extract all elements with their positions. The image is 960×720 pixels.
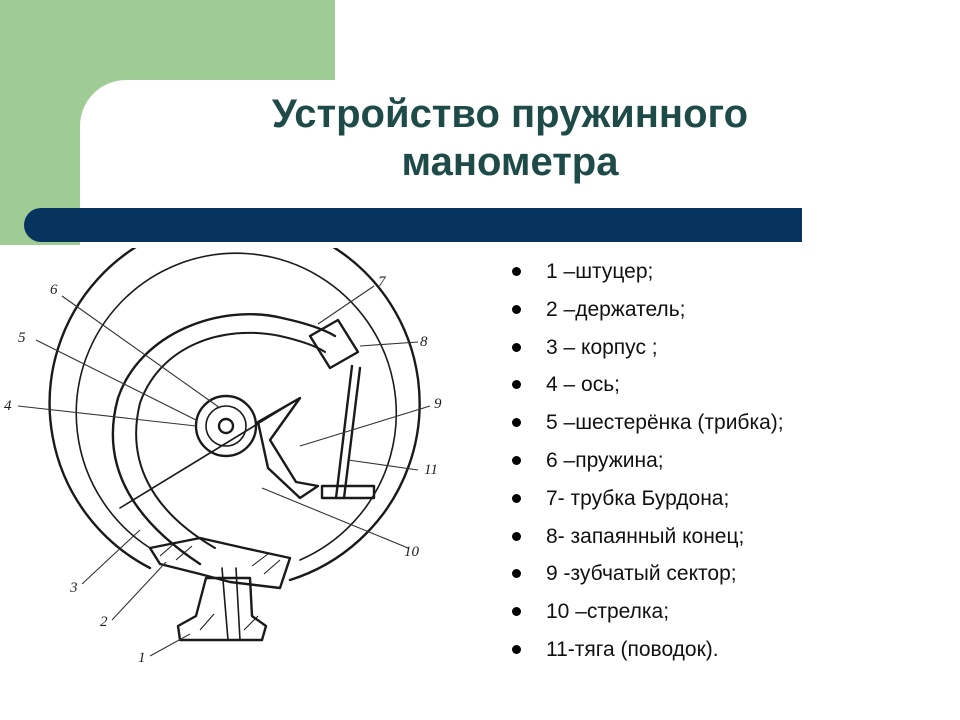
bullet-dot-icon (512, 645, 521, 654)
pressure-gauge-diagram (0, 248, 470, 718)
legend-item-text: 10 –стрелка; (546, 600, 670, 624)
bullet-dot-icon (512, 456, 521, 465)
legend-item-text: 9 -зубчатый сектор; (546, 562, 737, 586)
diagram-label-8: 8 (420, 334, 428, 350)
legend-item-text: 5 –шестерёнка (трибка); (546, 411, 784, 435)
slide-title-line-2: манометра (401, 140, 619, 184)
legend-item (508, 556, 784, 594)
legend-item-text: 4 – ось; (546, 373, 620, 397)
fitting (178, 578, 266, 640)
diagram-label-9: 9 (434, 396, 442, 412)
diagram-label-10: 10 (404, 544, 419, 560)
parts-legend-list (508, 254, 784, 670)
pinion-gear-ring (206, 406, 246, 446)
legend-item-text: 2 –держатель; (546, 297, 686, 321)
bullet-dot-icon (512, 267, 521, 276)
legend-item (508, 443, 784, 481)
bullet-dot-icon (512, 607, 521, 616)
legend-item (508, 481, 784, 519)
toothed-sector (258, 398, 318, 498)
diagram-label-5: 5 (18, 330, 26, 346)
bullet-dot-icon (512, 532, 521, 541)
diagram-label-2: 2 (100, 614, 108, 630)
bullet-dot-icon (512, 418, 521, 427)
diagram-label-6: 6 (50, 282, 58, 298)
slide-title (150, 90, 870, 186)
bullet-dot-icon (512, 494, 521, 503)
link-foot (322, 486, 374, 498)
diagram-label-1: 1 (138, 650, 146, 666)
diagram-label-11: 11 (424, 462, 438, 478)
title-underline-bar (24, 208, 802, 242)
legend-item (508, 292, 784, 330)
legend-item-text: 8- запаянный конец; (546, 524, 745, 548)
legend-item-text: 7- трубка Бурдона; (546, 486, 730, 510)
legend-item (508, 254, 784, 292)
legend-item (508, 405, 784, 443)
pinion-gear-outer (196, 396, 256, 456)
legend-item-text: 6 –пружина; (546, 448, 664, 472)
legend-item-text: 1 –штуцер; (546, 260, 654, 283)
legend-item (508, 330, 784, 368)
pinion-gear-center (219, 419, 233, 433)
bullet-dot-icon (512, 380, 521, 389)
bullet-dot-icon (512, 305, 521, 314)
bourdon-tube (113, 314, 335, 564)
legend-item-text: 3 – корпус ; (546, 335, 658, 359)
legend-item-text: 11-тяга (поводок). (546, 637, 719, 661)
legend-item (508, 367, 784, 405)
diagram-label-4: 4 (4, 398, 12, 414)
legend-item (508, 594, 784, 632)
slide-title-line-1: Устройство пружинного (271, 92, 749, 136)
diagram-label-3: 3 (70, 580, 78, 596)
bullet-dot-icon (512, 569, 521, 578)
legend-item (508, 519, 784, 557)
holder-block (150, 538, 290, 588)
diagram-label-7: 7 (378, 274, 386, 290)
link-rod-2 (344, 368, 360, 498)
bullet-dot-icon (512, 343, 521, 352)
legend-item (508, 632, 784, 670)
